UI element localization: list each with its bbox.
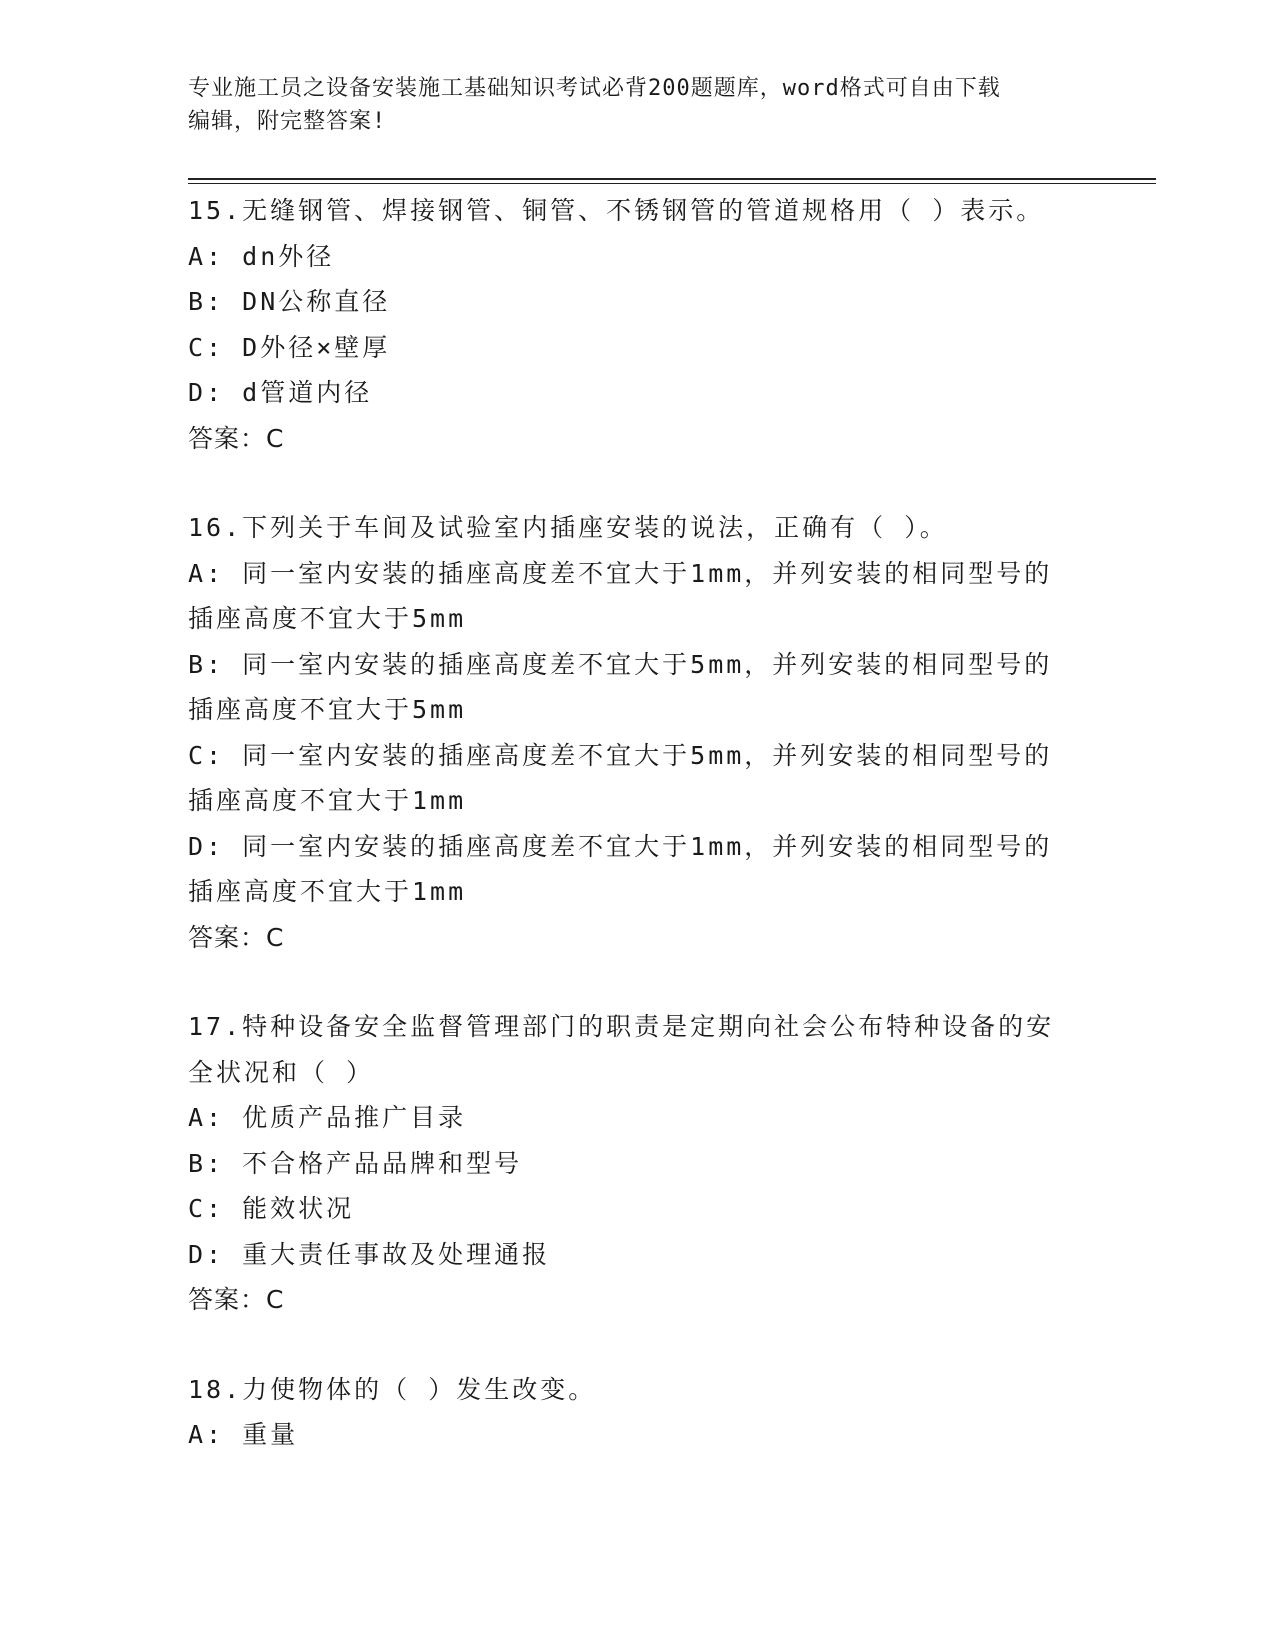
option-b-continued: 插座高度不宜大于5mm — [188, 695, 467, 724]
question-stem: 15.无缝钢管、焊接钢管、铜管、不锈钢管的管道规格用（ ）表示。 — [188, 196, 1045, 225]
answer-text: 答案：C — [188, 922, 285, 952]
option-a-continued: 插座高度不宜大于5mm — [188, 604, 467, 633]
option-a: A: 重量 — [188, 1420, 299, 1449]
option-c: C: 能效状况 — [188, 1194, 355, 1223]
header-line-2: 编辑，附完整答案! — [188, 109, 387, 134]
option-c: C: 同一室内安装的插座高度差不宜大于5mm，并列安装的相同型号的 — [188, 740, 1053, 770]
option-d: D: 同一室内安装的插座高度差不宜大于1mm，并列安装的相同型号的 — [188, 831, 1053, 861]
option-c-continued: 插座高度不宜大于1mm — [188, 786, 467, 815]
option-b: B: DN公称直径 — [188, 287, 391, 316]
header-divider-thick — [188, 178, 1156, 180]
question-item — [188, 1004, 1088, 1323]
option-c: C: D外径×壁厚 — [188, 332, 391, 362]
question-list — [188, 188, 1088, 1502]
question-stem: 18.力使物体的（ ）发生改变。 — [188, 1374, 597, 1404]
option-d-continued: 插座高度不宜大于1mm — [188, 877, 467, 906]
header-divider-thin — [188, 183, 1156, 184]
option-b: B: 不合格产品品牌和型号 — [188, 1148, 523, 1178]
question-item — [188, 505, 1088, 960]
option-d: D: d管道内径 — [188, 378, 373, 407]
document-header — [188, 72, 1068, 138]
question-item — [188, 188, 1088, 461]
question-stem: 17.特种设备安全监督管理部门的职责是定期向社会公布特种设备的安 — [188, 1012, 1055, 1041]
option-d: D: 重大责任事故及处理通报 — [188, 1239, 551, 1269]
header-line-1: 专业施工员之设备安装施工基础知识考试必背200题题库，word格式可自由下载 — [188, 76, 1001, 101]
option-a: A: dn外径 — [188, 241, 335, 271]
question-stem: 16.下列关于车间及试验室内插座安装的说法，正确有（ ）。 — [188, 513, 948, 542]
option-a: A: 同一室内安装的插座高度差不宜大于1mm，并列安装的相同型号的 — [188, 558, 1053, 588]
option-a: A: 优质产品推广目录 — [188, 1103, 467, 1132]
question-item — [188, 1367, 1088, 1458]
question-stem-continued: 全状况和（ ） — [188, 1057, 375, 1087]
answer-text: 答案：C — [188, 423, 285, 453]
option-b: B: 同一室内安装的插座高度差不宜大于5mm，并列安装的相同型号的 — [188, 649, 1053, 679]
answer-text: 答案：C — [188, 1285, 285, 1314]
